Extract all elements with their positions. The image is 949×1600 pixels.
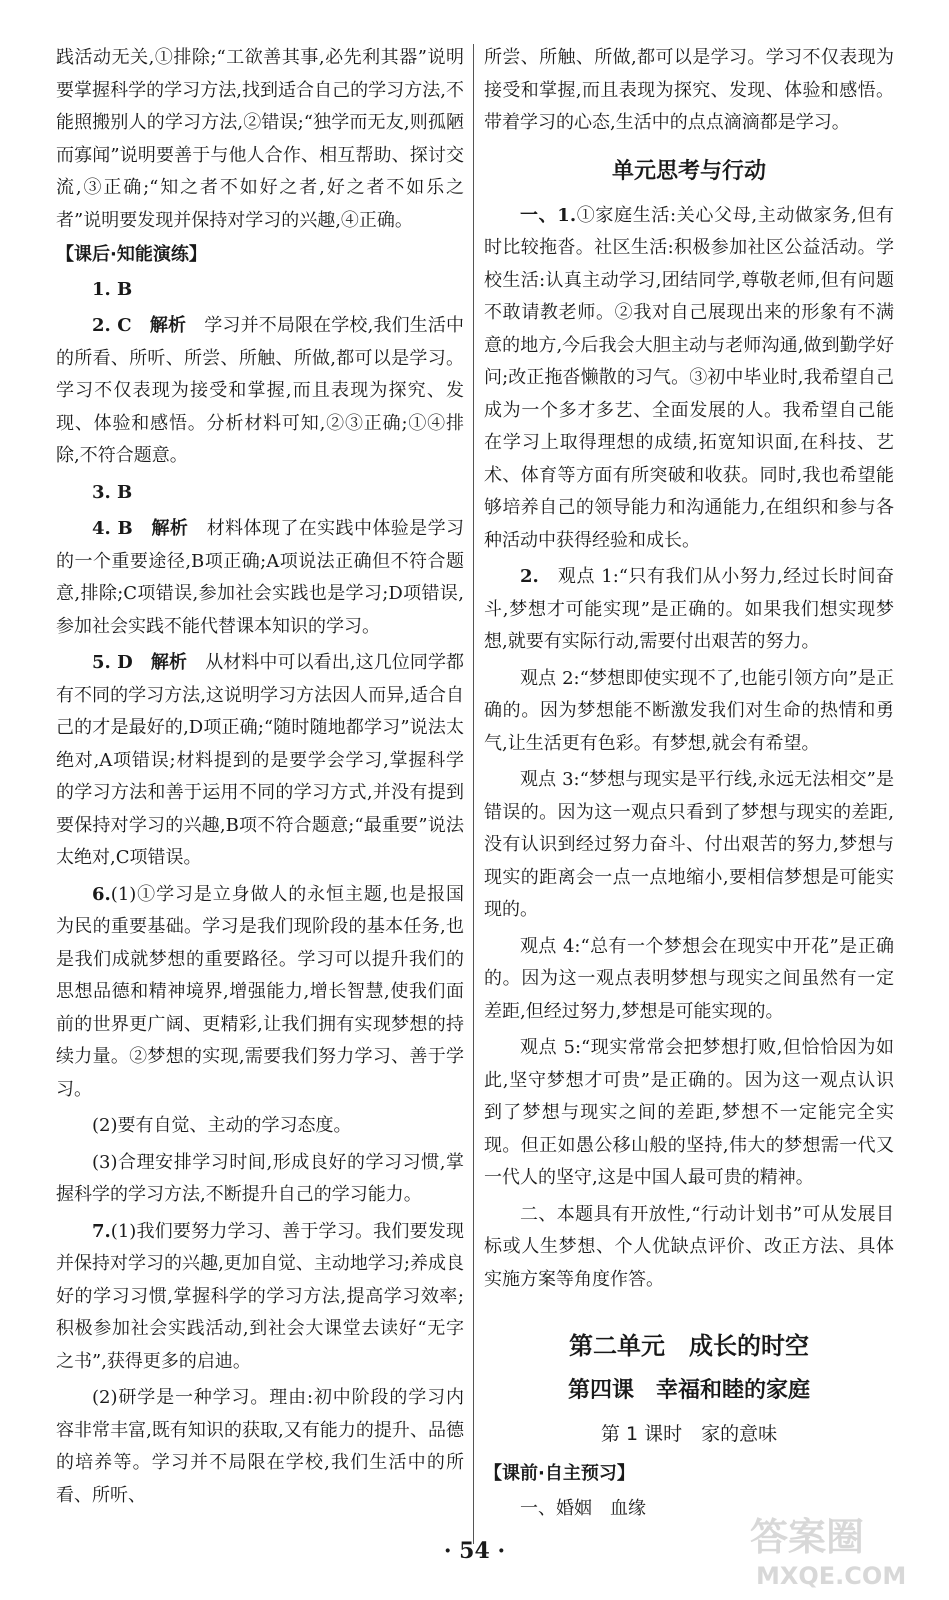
answer-text: ①家庭生活:关心父母,主动做家务,但有时比较拖沓。社区生活:积极参加社区公益活动。学校生活:认真主动学习,团结同学,尊敬老师,但有问题不敢请教老师。②我对自己展现出来的形象有不满意的地方,今后我会大胆主动与老师沟通,做到勤学好问;改正拖沓懒散的习气。③初中毕业时,我希望自己成为一个多才多艺、全面发展的人。我希望自己能在学习上取得理想的成绩,拓宽知识面,在科技、艺术、体育等方面有所突破和收获。同时,我也希望能够培养自己的领导能力和沟通能力,在组织和参与各种活动中获得经验和成长。 bbox=[484, 204, 894, 551]
left-column bbox=[56, 42, 464, 1512]
answer-number: 4. B bbox=[92, 518, 133, 539]
answer-number: 5. D bbox=[92, 652, 133, 673]
answer-3: 3. B bbox=[92, 481, 133, 503]
answer-7-part-2: (2)研学是一种学习。理由:初中阶段的学习内容非常丰富,既有知识的获取,又有能力的提升、品德的培养等。学习并不局限在学校,我们生活中的所看、所听、 bbox=[56, 1387, 464, 1506]
viewpoint-2: 观点 2:“梦想即使实现不了,也能引领方向”是正确的。因为梦想能不断激发我们对生命的热情和勇气,让生活更有色彩。有梦想,就会有希望。 bbox=[484, 667, 894, 754]
viewpoint-3: 观点 3:“梦想与现实是平行线,永远无法相交”是错误的。因为这一观点只看到了梦想与现实的差距,没有认识到经过努力奋斗、付出艰苦的努力,梦想与现实的距离会一点一点地缩小,要相信梦想是可能实现的。 bbox=[484, 769, 894, 920]
answer-text: (1)①学习是立身做人的永恒主题,也是报国为民的重要基础。学习是我们现阶段的基本任务,也是我们成就梦想的重要路径。学习可以提升我们的思想品德和精神境界,增强能力,增长智慧,使我们面前的世界更广阔、更精彩,让我们拥有实现梦想的持续力量。②梦想的实现,需要我们努力学习、善于学习。 bbox=[56, 883, 464, 1100]
watermark-en-text: MXQE.COM bbox=[756, 1562, 907, 1590]
after-class-heading: 【课后·知能演练】 bbox=[56, 244, 207, 265]
answer-1: 1. B bbox=[92, 278, 133, 300]
reflection-answer-2 bbox=[484, 561, 894, 659]
answer-number: 6. bbox=[92, 883, 111, 905]
answer-number: 2. C bbox=[92, 315, 132, 336]
answer-2 bbox=[56, 310, 464, 473]
answer-text: 观点 1:“只有我们从小努力,经过长时间奋斗,梦想才可能实现”是正确的。如果我们想实现梦想,就要有实际行动,需要付出艰苦的努力。 bbox=[484, 566, 894, 652]
unit-title: 第二单元 成长的时空 bbox=[569, 1332, 809, 1360]
answer-number: 7. bbox=[92, 1220, 111, 1242]
answer-7-part-1 bbox=[56, 1216, 464, 1379]
analysis-label: 解析 bbox=[149, 315, 187, 336]
answer-6-part-1 bbox=[56, 879, 464, 1107]
answer-text: (1)我们要努力学习、善于学习。我们要发现并保持对学习的兴趣,更加自觉、主动地学习;养成良好的学习习惯,掌握科学的学习方法,提高学习效率;积极参加社会实践活动,到社会大课堂去读好“无字之书”,获得更多的启迪。 bbox=[56, 1220, 464, 1372]
viewpoint-4: 观点 4:“总有一个梦想会在现实中开花”是正确的。因为这一观点表明梦想与现实之间虽然有一定差距,但经过努力,梦想是可能实现的。 bbox=[484, 935, 894, 1022]
page-number: · 54 · bbox=[443, 1538, 506, 1564]
column-divider bbox=[473, 44, 474, 1544]
watermark-cn-text: 答案圈 bbox=[750, 1515, 865, 1559]
analysis-label: 解析 bbox=[150, 652, 188, 673]
watermark-logo bbox=[742, 1500, 938, 1592]
pre-class-answer: 一、婚姻 血缘 bbox=[520, 1497, 646, 1519]
viewpoint-5: 观点 5:“现实常常会把梦想打败,但恰恰因为如此,坚守梦想才可贵”是正确的。因为这一观点认识到了梦想与现实之间的差距,梦想不一定能完全实现。但正如愚公移山般的坚持,伟大的梦想需一代又一代人的坚守,这是中国人最可贵的精神。 bbox=[484, 1037, 894, 1188]
answer-text: 材料体现了在实践中体验是学习的一个重要途径,B项正确;A项说法正确但不符合题意,排除;C项错误,参加社会实践也是学习;D项错误,参加社会实践不能代替课本知识的学习。 bbox=[56, 518, 464, 637]
answer-text: 学习并不局限在学校,我们生活中的所看、所听、所尝、所触、所做,都可以是学习。学习不仅表现为接受和掌握,而且表现为探究、发现、体验和感悟。分析材料可知,②③正确;①④排除,不符合题意。 bbox=[56, 315, 465, 466]
answer-number: 2. bbox=[520, 566, 539, 587]
section-title: 单元思考与行动 bbox=[611, 158, 766, 184]
answer-6-part-3: (3)合理安排学习时间,形成良好的学习习惯,掌握科学的学习方法,不断提升自己的学习能力。 bbox=[56, 1151, 464, 1205]
answer-text: 从材料中可以看出,这几位同学都有不同的学习方法,这说明学习方法因人而异,适合自己的才是最好的,D项正确;“随时随地都学习”说法太绝对,A项错误;材料提到的是要学会学习,掌握科学的学习方法和善于运用不同的学习方式,并没有提到要保持对学习的兴趣,B项不符合题意;“最重要”说法太绝对,C项错误。 bbox=[56, 652, 465, 868]
reflection-answer-1 bbox=[484, 200, 894, 558]
period-title: 第 1 课时 家的意味 bbox=[600, 1423, 778, 1445]
answer-6-part-2: (2)要有自觉、主动的学习态度。 bbox=[92, 1115, 352, 1136]
answer-5 bbox=[56, 647, 464, 875]
lesson-title: 第四课 幸福和睦的家庭 bbox=[567, 1378, 810, 1403]
reflection-answer-two: 二、本题具有开放性,“行动计划书”可从发展目标或人生梦想、个人优缺点评价、改正方法、具体实施方案等角度作答。 bbox=[484, 1203, 894, 1290]
continued-paragraph: 所尝、所触、所做,都可以是学习。学习不仅表现为接受和掌握,而且表现为探究、发现、体验和感悟。带着学习的心态,生活中的点点滴滴都是学习。 bbox=[484, 47, 894, 133]
analysis-label: 解析 bbox=[151, 518, 189, 539]
answer-number: 一、1. bbox=[520, 204, 577, 226]
intro-paragraph: 践活动无关,①排除;“工欲善其事,必先利其器”说明要掌握科学的学习方法,找到适合自己的学习方法,不能照搬别人的学习方法,②错误;“独学而无友,则孤陋而寡闻”说明要善于与他人合作、相互帮助、探讨交流,③正确;“知之者不如好之者,好之者不如乐之者”说明要发现并保持对学习的兴趣,④正确。 bbox=[56, 47, 464, 231]
answer-4 bbox=[56, 513, 464, 643]
pre-class-heading: 【课前·自主预习】 bbox=[484, 1463, 635, 1484]
right-column bbox=[484, 42, 894, 1525]
